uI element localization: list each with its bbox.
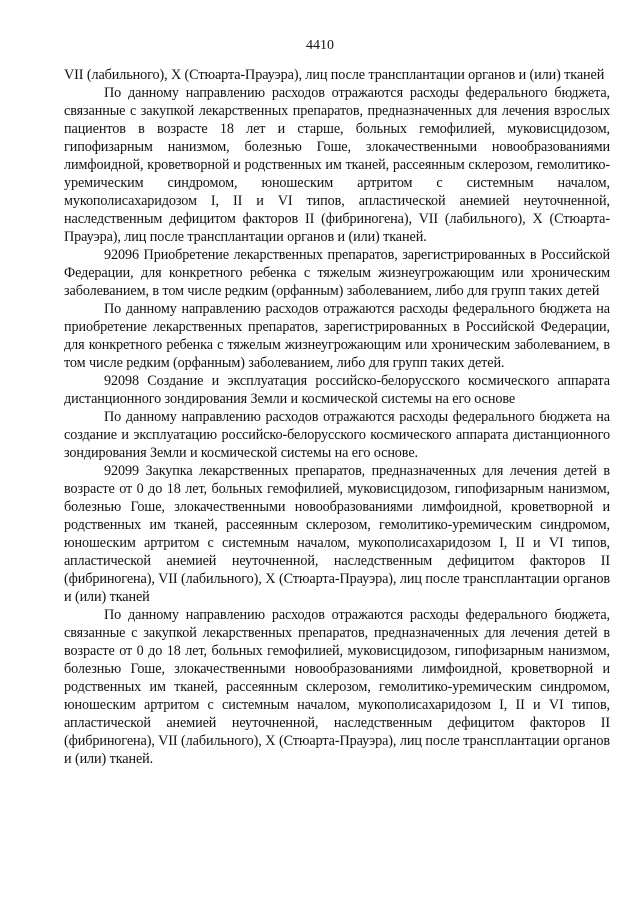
page-number: 4410 (306, 38, 334, 53)
paragraph: VII (лабильного), X (Стюарта-Прауэра), лиц после трансплантации органов и (или) тканей (64, 67, 605, 83)
paragraph: 92099 Закупка лекарственных препаратов, предназначенных для лечения детей в возрасте от 0 до 18 лет, больных гемофилией, муковисцидозом, гипофизарным нанизмом, болезнью Гоше, злокачественными новообразованиями лимфоидной, кроветворной и родственных им тканей, рассеянным склерозом, гемолитико-уремическим синдромом, юношеским артритом с системным началом, мукополисахаридозом I, II и VI типов, апластической анемией неуточненной, наследственным дефицитом факторов II (фибриногена), VII (лабильного), X (Стюарта-Прауэра), лиц после трансплантации органов и (или) тканей (64, 463, 610, 605)
paragraph: По данному направлению расходов отражаются расходы федерального бюджета, связанные с закупкой лекарственных препаратов, предназначенных для лечения взрослых пациентов в возрасте 18 лет и старше, больных гемофилией, муковисцидозом, гипофизарным нанизмом, болезнью Гоше, злокачественными новообразованиями лимфоидной, кроветворной и родственных им тканей, рассеянным склерозом, гемолитико-уремическим синдромом, юношеским артритом с системным началом, мукополисахаридозом I, II и VI типов, апластической анемией неуточненной, наследственным дефицитом факторов II (фибриногена), VII (лабильного), X (Стюарта-Прауэра), лиц после трансплантации органов и (или) тканей. (64, 85, 610, 245)
document-body (64, 66, 610, 768)
paragraph: По данному направлению расходов отражаются расходы федерального бюджета на создание и эксплуатацию российско-белорусского космического аппарата дистанционного зондирования Земли и космической системы на его основе. (64, 409, 610, 461)
paragraph: По данному направлению расходов отражаются расходы федерального бюджета, связанные с закупкой лекарственных препаратов, предназначенных для лечения детей в возрасте от 0 до 18 лет, больных гемофилией, муковисцидозом, гипофизарным нанизмом, болезнью Гоше, злокачественными новообразованиями лимфоидной, кроветворной и родственных им тканей, рассеянным склерозом, гемолитико-уремическим синдромом, юношеским артритом с системным началом, мукополисахаридозом I, II и VI типов, апластической анемией неуточненной, наследственным дефицитом факторов II (фибриногена), VII (лабильного), X (Стюарта-Прауэра), лиц после трансплантации органов и (или) тканей. (64, 607, 610, 767)
paragraph: 92096 Приобретение лекарственных препаратов, зарегистрированных в Российской Федерации, для конкретного ребенка с тяжелым жизнеугрожающим или хроническим заболеванием, в том числе редким (орфанным) заболеванием, либо для групп таких детей (64, 247, 610, 299)
paragraph: По данному направлению расходов отражаются расходы федерального бюджета на приобретение лекарственных препаратов, зарегистрированных в Российской Федерации, для конкретного ребенка с тяжелым жизнеугрожающим или хроническим заболеванием, в том числе редким (орфанным) заболеванием, либо для групп таких детей. (64, 301, 610, 371)
paragraph: 92098 Создание и эксплуатация российско-белорусского космического аппарата дистанционного зондирования Земли и космической системы на его основе (64, 373, 610, 407)
